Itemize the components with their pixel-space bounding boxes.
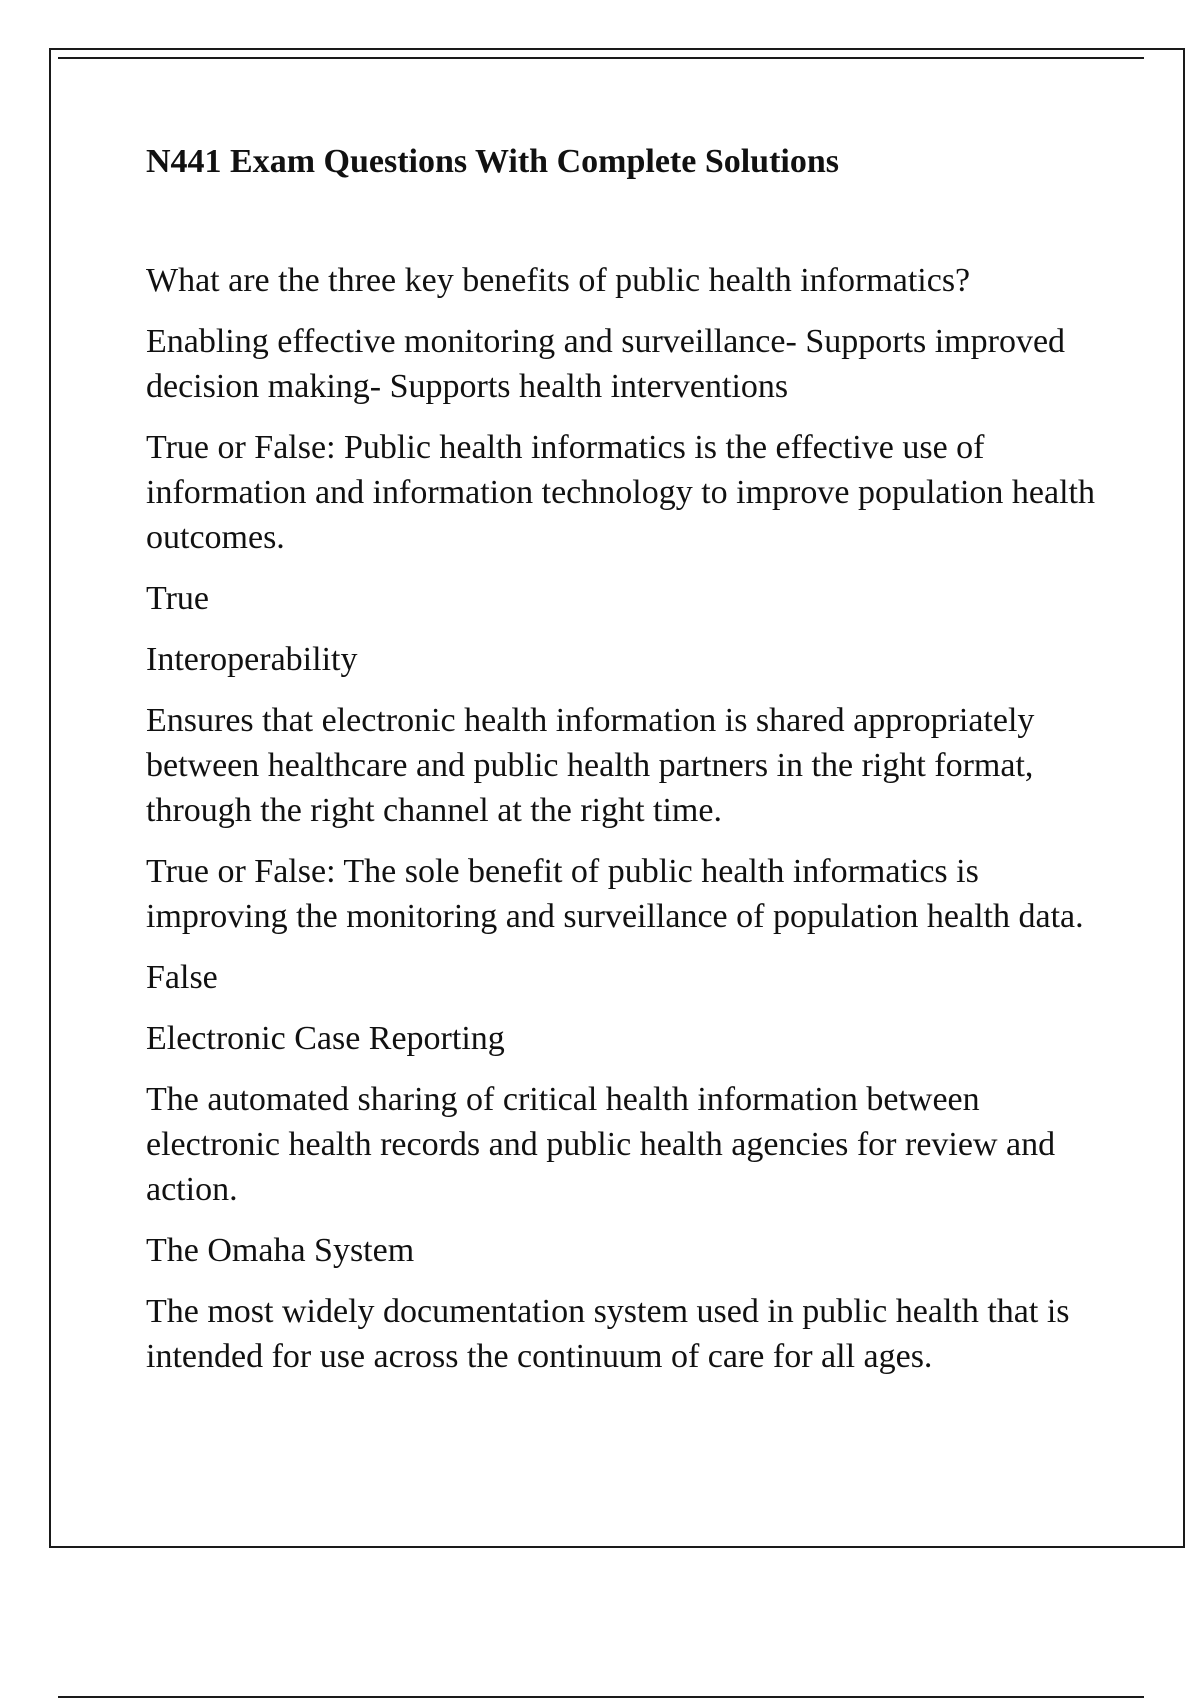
- top-rule-divider: [58, 57, 1144, 59]
- qa-item: [146, 1016, 1106, 1212]
- answer-text: The most widely documentation system used in public health that is intended for use across the continuum of care for all ages.: [146, 1293, 1070, 1375]
- qa-list: [146, 258, 1106, 1379]
- answer-text: True: [146, 580, 209, 617]
- qa-item: [146, 849, 1106, 1000]
- question-text: Electronic Case Reporting: [146, 1020, 505, 1057]
- question-text: The Omaha System: [146, 1232, 415, 1269]
- answer-text: The automated sharing of critical health information between electronic health records and public health agencies for review and action.: [146, 1081, 1056, 1208]
- question-text: Interoperability: [146, 641, 358, 678]
- document-content: [146, 140, 1106, 1395]
- document-title: N441 Exam Questions With Complete Solutions: [146, 143, 839, 180]
- answer-text: Enabling effective monitoring and surveillance- Supports improved decision making- Supports health interventions: [146, 323, 1066, 405]
- qa-item: [146, 1228, 1106, 1379]
- question-text: What are the three key benefits of public health informatics?: [146, 262, 971, 299]
- qa-item: [146, 637, 1106, 833]
- qa-item: [146, 425, 1106, 621]
- bottom-rule-divider: [58, 1696, 1144, 1698]
- answer-text: Ensures that electronic health information is shared appropriately between healthcare and public health partners in the right format, through the right channel at the right time.: [146, 702, 1035, 829]
- question-text: True or False: Public health informatics is the effective use of information and information technology to improve population health outcomes.: [146, 429, 1095, 556]
- qa-item: [146, 258, 1106, 409]
- question-text: True or False: The sole benefit of public health informatics is improving the monitoring and surveillance of population health data.: [146, 853, 1084, 935]
- answer-text: False: [146, 959, 218, 996]
